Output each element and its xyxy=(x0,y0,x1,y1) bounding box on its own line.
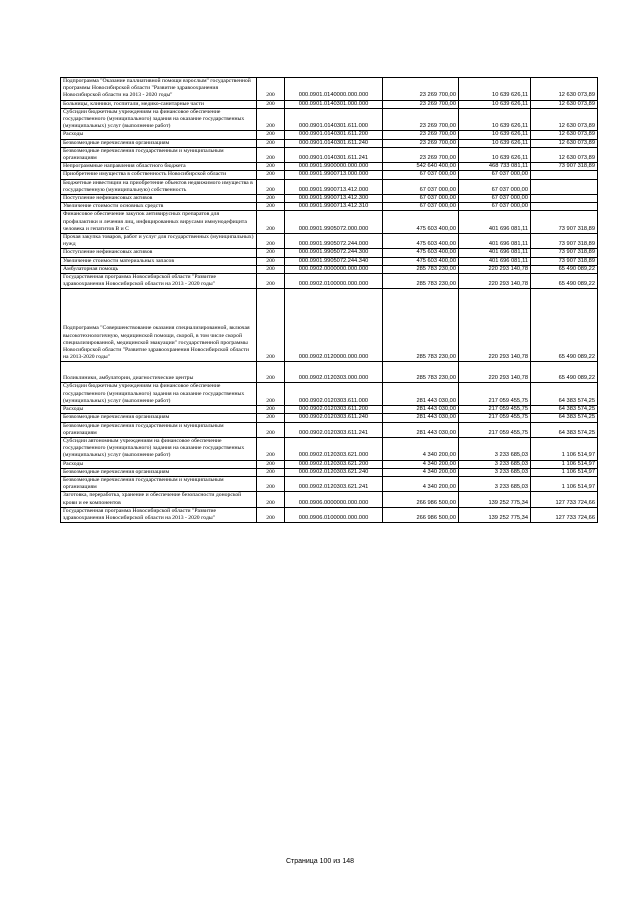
row-description: Заготовка, переработка, хранение и обеспечение безопасности донорской крови и ее компонентов xyxy=(61,492,257,507)
row-approved-amount: 23 269 700,00 xyxy=(383,100,459,108)
table-row xyxy=(61,492,598,507)
table-row xyxy=(61,234,598,249)
row-executed-amount: 67 037 000,00 xyxy=(459,195,531,203)
row-org-code: 200 xyxy=(257,211,285,234)
row-budget-code: 000.0906.0100000.000.000 xyxy=(285,507,383,522)
row-remaining-amount: 127 733 724,66 xyxy=(531,507,598,522)
row-org-code: 200 xyxy=(257,422,285,437)
table-row xyxy=(61,460,598,468)
row-approved-amount: 4 340 200,00 xyxy=(383,476,459,491)
row-description: Непрограммные направления областного бюджета xyxy=(61,163,257,171)
row-description: Безвозмездные перечисления организациям xyxy=(61,468,257,476)
row-org-code: 200 xyxy=(257,492,285,507)
row-remaining-amount: 64 383 574,25 xyxy=(531,422,598,437)
table-row xyxy=(61,179,598,194)
row-description: Бюджетные инвестиции на приобретение объектов недвижимого имущества в государственную (муниципальную) собственность xyxy=(61,179,257,194)
row-budget-code: 000.0901.9900713.412.300 xyxy=(285,195,383,203)
row-org-code: 200 xyxy=(257,414,285,422)
row-executed-amount: 10 639 626,11 xyxy=(459,147,531,162)
row-approved-amount: 4 340 200,00 xyxy=(383,437,459,460)
row-budget-code: 000.0902.0120303.000.000 xyxy=(285,362,383,383)
row-description: Субсидии автономным учреждениям на финансовое обеспечение государственного (муниципального) задания на оказание государственных (муниципальных) услуг (выполнение работ) xyxy=(61,437,257,460)
row-remaining-amount: 73 907 318,89 xyxy=(531,249,598,257)
row-remaining-amount: 73 907 318,89 xyxy=(531,211,598,234)
row-remaining-amount: 12 630 073,89 xyxy=(531,78,598,101)
table-row xyxy=(61,147,598,162)
row-org-code: 200 xyxy=(257,100,285,108)
row-approved-amount: 542 640 400,00 xyxy=(383,163,459,171)
row-approved-amount: 67 037 000,00 xyxy=(383,203,459,211)
row-description: Подпрограмма "Совершенствование оказания специализированной, включая высокотехнологичную, медицинской помощи, скорой, в том числе скорой специализированной, медицинской эвакуации" государственной программы Новосибирской области "Развитие здравоохранения Новосибирской области на 2013-2020 годы" xyxy=(61,289,257,362)
table-row xyxy=(61,437,598,460)
row-org-code: 200 xyxy=(257,468,285,476)
row-approved-amount: 23 269 700,00 xyxy=(383,131,459,139)
row-executed-amount: 67 037 000,00 xyxy=(459,179,531,194)
row-approved-amount: 475 603 400,00 xyxy=(383,234,459,249)
row-budget-code: 000.0901.0140301.611.241 xyxy=(285,147,383,162)
row-approved-amount: 266 986 500,00 xyxy=(383,492,459,507)
row-description: Субсидии бюджетным учреждениям на финансовое обеспечение государственного (муниципального) задания на оказание государственных (муниципальных) услуг (выполнение работ) xyxy=(61,383,257,406)
row-budget-code: 000.0901.0140301.611.200 xyxy=(285,131,383,139)
row-executed-amount: 220 293 140,78 xyxy=(459,362,531,383)
row-description: Больницы, клиники, госпитали, медико-санитарные части xyxy=(61,100,257,108)
row-remaining-amount: 12 630 073,89 xyxy=(531,131,598,139)
row-approved-amount: 475 603 400,00 xyxy=(383,211,459,234)
row-approved-amount: 281 443 030,00 xyxy=(383,414,459,422)
row-executed-amount: 3 233 685,03 xyxy=(459,437,531,460)
row-org-code: 200 xyxy=(257,257,285,265)
row-executed-amount: 401 696 081,11 xyxy=(459,211,531,234)
row-remaining-amount: 65 490 089,22 xyxy=(531,289,598,362)
row-org-code: 200 xyxy=(257,507,285,522)
row-executed-amount: 10 639 626,11 xyxy=(459,108,531,131)
row-remaining-amount: 65 490 089,22 xyxy=(531,265,598,273)
row-executed-amount: 220 293 140,78 xyxy=(459,274,531,289)
row-executed-amount: 401 696 081,11 xyxy=(459,257,531,265)
table-row xyxy=(61,383,598,406)
row-description: Увеличение стоимости основных средств xyxy=(61,203,257,211)
row-org-code: 200 xyxy=(257,460,285,468)
row-remaining-amount: 65 490 089,22 xyxy=(531,274,598,289)
table-row xyxy=(61,274,598,289)
table-row xyxy=(61,249,598,257)
row-budget-code: 000.0902.0100000.000.000 xyxy=(285,274,383,289)
row-remaining-amount: 127 733 724,66 xyxy=(531,492,598,507)
row-approved-amount: 67 037 000,00 xyxy=(383,195,459,203)
row-budget-code: 000.0902.0120303.611.240 xyxy=(285,414,383,422)
table-row xyxy=(61,414,598,422)
row-org-code: 200 xyxy=(257,147,285,162)
row-remaining-amount xyxy=(531,203,598,211)
row-approved-amount: 4 340 200,00 xyxy=(383,460,459,468)
row-approved-amount: 23 269 700,00 xyxy=(383,108,459,131)
row-org-code: 200 xyxy=(257,362,285,383)
row-description: Расходы xyxy=(61,460,257,468)
row-remaining-amount: 64 383 574,25 xyxy=(531,406,598,414)
row-org-code: 200 xyxy=(257,78,285,101)
row-executed-amount: 3 233 685,03 xyxy=(459,476,531,491)
row-executed-amount: 139 252 775,34 xyxy=(459,507,531,522)
row-approved-amount: 67 037 000,00 xyxy=(383,171,459,179)
row-org-code: 200 xyxy=(257,437,285,460)
row-description: Безвозмездные перечисления организациям xyxy=(61,139,257,147)
row-remaining-amount: 1 106 514,97 xyxy=(531,468,598,476)
table-row xyxy=(61,163,598,171)
row-description: Безвозмездные перечисления государственным и муниципальным организациям xyxy=(61,422,257,437)
page-footer: Страница 100 из 148 xyxy=(285,858,355,865)
row-remaining-amount: 64 383 574,25 xyxy=(531,383,598,406)
row-approved-amount: 285 783 230,00 xyxy=(383,289,459,362)
row-executed-amount: 220 293 140,78 xyxy=(459,265,531,273)
row-org-code: 200 xyxy=(257,203,285,211)
table-row xyxy=(61,289,598,362)
table-row xyxy=(61,422,598,437)
budget-table-body xyxy=(61,78,598,523)
row-budget-code: 000.0902.0120303.621.000 xyxy=(285,437,383,460)
table-row xyxy=(61,195,598,203)
row-description: Увеличение стоимости материальных запасов xyxy=(61,257,257,265)
row-budget-code: 000.0902.0120303.621.241 xyxy=(285,476,383,491)
row-approved-amount: 281 443 030,00 xyxy=(383,383,459,406)
row-budget-code: 000.0901.0140301.000.000 xyxy=(285,100,383,108)
row-executed-amount: 220 293 140,78 xyxy=(459,289,531,362)
table-row xyxy=(61,211,598,234)
row-approved-amount: 67 037 000,00 xyxy=(383,179,459,194)
row-budget-code: 000.0902.0120303.621.200 xyxy=(285,460,383,468)
row-remaining-amount: 1 106 514,97 xyxy=(531,476,598,491)
row-org-code: 200 xyxy=(257,131,285,139)
row-budget-code: 000.0902.0120000.000.000 xyxy=(285,289,383,362)
row-description: Поступление нефинансовых активов xyxy=(61,195,257,203)
row-org-code: 200 xyxy=(257,274,285,289)
row-description: Финансовое обеспечение закупок антивирусных препаратов для профилактики и лечения лиц, инфицированных вирусами иммунодефицита человека и гепатитов В и С xyxy=(61,211,257,234)
row-description: Расходы xyxy=(61,406,257,414)
row-description: Поликлиники, амбулатории, диагностические центры xyxy=(61,362,257,383)
table-row xyxy=(61,100,598,108)
row-remaining-amount: 1 106 514,97 xyxy=(531,460,598,468)
row-executed-amount: 3 233 685,03 xyxy=(459,468,531,476)
row-budget-code: 000.0902.0120303.611.200 xyxy=(285,406,383,414)
budget-table xyxy=(60,77,598,523)
table-row xyxy=(61,131,598,139)
row-description: Безвозмездные перечисления государственным и муниципальным организациям xyxy=(61,147,257,162)
row-org-code: 200 xyxy=(257,383,285,406)
row-description: Государственная программа Новосибирской области "Развитие здравоохранения Новосибирской области на 2013 - 2020 годы" xyxy=(61,274,257,289)
table-row xyxy=(61,476,598,491)
row-org-code: 200 xyxy=(257,265,285,273)
row-description: Приобретение имущества в собственность Новосибирской области xyxy=(61,171,257,179)
table-row xyxy=(61,108,598,131)
row-budget-code: 000.0902.0000000.000.000 xyxy=(285,265,383,273)
row-org-code: 200 xyxy=(257,139,285,147)
row-executed-amount: 217 059 455,75 xyxy=(459,422,531,437)
table-row xyxy=(61,203,598,211)
row-approved-amount: 285 783 230,00 xyxy=(383,265,459,273)
row-remaining-amount: 12 630 073,89 xyxy=(531,147,598,162)
row-description: Безвозмездные перечисления государственным и муниципальным организациям xyxy=(61,476,257,491)
row-remaining-amount: 1 106 514,97 xyxy=(531,437,598,460)
row-org-code: 200 xyxy=(257,249,285,257)
table-row xyxy=(61,406,598,414)
row-executed-amount: 67 037 000,00 xyxy=(459,171,531,179)
row-remaining-amount: 12 630 073,89 xyxy=(531,100,598,108)
row-executed-amount: 67 037 000,00 xyxy=(459,203,531,211)
row-description: Безвозмездные перечисления организациям xyxy=(61,414,257,422)
row-approved-amount: 285 783 230,00 xyxy=(383,362,459,383)
row-org-code: 200 xyxy=(257,406,285,414)
row-org-code: 200 xyxy=(257,179,285,194)
row-budget-code: 000.0901.9900000.000.000 xyxy=(285,163,383,171)
row-remaining-amount: 65 490 089,22 xyxy=(531,362,598,383)
table-row xyxy=(61,468,598,476)
row-remaining-amount: 73 907 318,89 xyxy=(531,257,598,265)
row-approved-amount: 266 986 500,00 xyxy=(383,507,459,522)
row-approved-amount: 23 269 700,00 xyxy=(383,78,459,101)
row-remaining-amount: 12 630 073,89 xyxy=(531,139,598,147)
row-executed-amount: 217 059 455,75 xyxy=(459,406,531,414)
row-org-code: 200 xyxy=(257,476,285,491)
row-org-code: 200 xyxy=(257,163,285,171)
table-row xyxy=(61,139,598,147)
table-row xyxy=(61,507,598,522)
row-org-code: 200 xyxy=(257,234,285,249)
row-approved-amount: 23 269 700,00 xyxy=(383,139,459,147)
row-remaining-amount: 12 630 073,89 xyxy=(531,108,598,131)
row-budget-code: 000.0906.0000000.000.000 xyxy=(285,492,383,507)
row-remaining-amount: 64 383 574,25 xyxy=(531,414,598,422)
row-executed-amount: 468 733 081,11 xyxy=(459,163,531,171)
row-approved-amount: 475 603 400,00 xyxy=(383,257,459,265)
row-budget-code: 000.0902.0120303.611.000 xyxy=(285,383,383,406)
row-approved-amount: 281 443 030,00 xyxy=(383,406,459,414)
table-row xyxy=(61,257,598,265)
row-description: Подпрограмма "Оказание паллиативной помощи взрослым" государственной программы Новосибирской области "Развитие здравоохранения Новосибирской области на 2013 - 2020 годы" xyxy=(61,78,257,101)
row-approved-amount: 281 443 030,00 xyxy=(383,422,459,437)
row-executed-amount: 401 696 081,11 xyxy=(459,234,531,249)
row-budget-code: 000.0902.0120303.611.241 xyxy=(285,422,383,437)
table-row xyxy=(61,78,598,101)
row-description: Амбулаторная помощь xyxy=(61,265,257,273)
row-budget-code: 000.0902.0120303.621.240 xyxy=(285,468,383,476)
row-approved-amount: 23 269 700,00 xyxy=(383,147,459,162)
row-remaining-amount xyxy=(531,195,598,203)
row-org-code: 200 xyxy=(257,171,285,179)
row-budget-code: 000.0901.0140301.611.000 xyxy=(285,108,383,131)
row-approved-amount: 285 783 230,00 xyxy=(383,274,459,289)
row-description: Прочая закупка товаров, работ и услуг для государственных (муниципальных) нужд xyxy=(61,234,257,249)
row-budget-code: 000.0901.9900713.412.000 xyxy=(285,179,383,194)
row-executed-amount: 10 639 626,11 xyxy=(459,100,531,108)
row-approved-amount: 475 603 400,00 xyxy=(383,249,459,257)
table-row xyxy=(61,265,598,273)
row-approved-amount: 4 340 200,00 xyxy=(383,468,459,476)
row-org-code: 200 xyxy=(257,108,285,131)
row-executed-amount: 139 252 775,34 xyxy=(459,492,531,507)
row-budget-code: 000.0901.9900713.000.000 xyxy=(285,171,383,179)
row-budget-code: 000.0901.0140000.000.000 xyxy=(285,78,383,101)
row-budget-code: 000.0901.9905072.244.300 xyxy=(285,249,383,257)
row-executed-amount: 10 639 626,11 xyxy=(459,131,531,139)
row-budget-code: 000.0901.9900713.412.310 xyxy=(285,203,383,211)
row-budget-code: 000.0901.0140301.611.240 xyxy=(285,139,383,147)
row-executed-amount: 3 233 685,03 xyxy=(459,460,531,468)
row-budget-code: 000.0901.9905072.244.000 xyxy=(285,234,383,249)
row-executed-amount: 10 639 626,11 xyxy=(459,78,531,101)
row-remaining-amount xyxy=(531,179,598,194)
row-budget-code: 000.0901.9905072.244.340 xyxy=(285,257,383,265)
row-executed-amount: 401 696 081,11 xyxy=(459,249,531,257)
table-row xyxy=(61,171,598,179)
row-org-code: 200 xyxy=(257,289,285,362)
row-description: Субсидии бюджетным учреждениям на финансовое обеспечение государственного (муниципального) задания на оказание государственных (муниципальных) услуг (выполнение работ) xyxy=(61,108,257,131)
row-org-code: 200 xyxy=(257,195,285,203)
row-description: Государственная программа Новосибирской области "Развитие здравоохранения Новосибирской области на 2013 - 2020 годы" xyxy=(61,507,257,522)
row-budget-code: 000.0901.9905072.000.000 xyxy=(285,211,383,234)
row-executed-amount: 217 059 455,75 xyxy=(459,414,531,422)
row-description: Поступление нефинансовых активов xyxy=(61,249,257,257)
row-description: Расходы xyxy=(61,131,257,139)
row-executed-amount: 217 059 455,75 xyxy=(459,383,531,406)
table-row xyxy=(61,362,598,383)
row-remaining-amount xyxy=(531,171,598,179)
row-executed-amount: 10 639 626,11 xyxy=(459,139,531,147)
row-remaining-amount: 73 907 318,89 xyxy=(531,163,598,171)
row-remaining-amount: 73 907 318,89 xyxy=(531,234,598,249)
